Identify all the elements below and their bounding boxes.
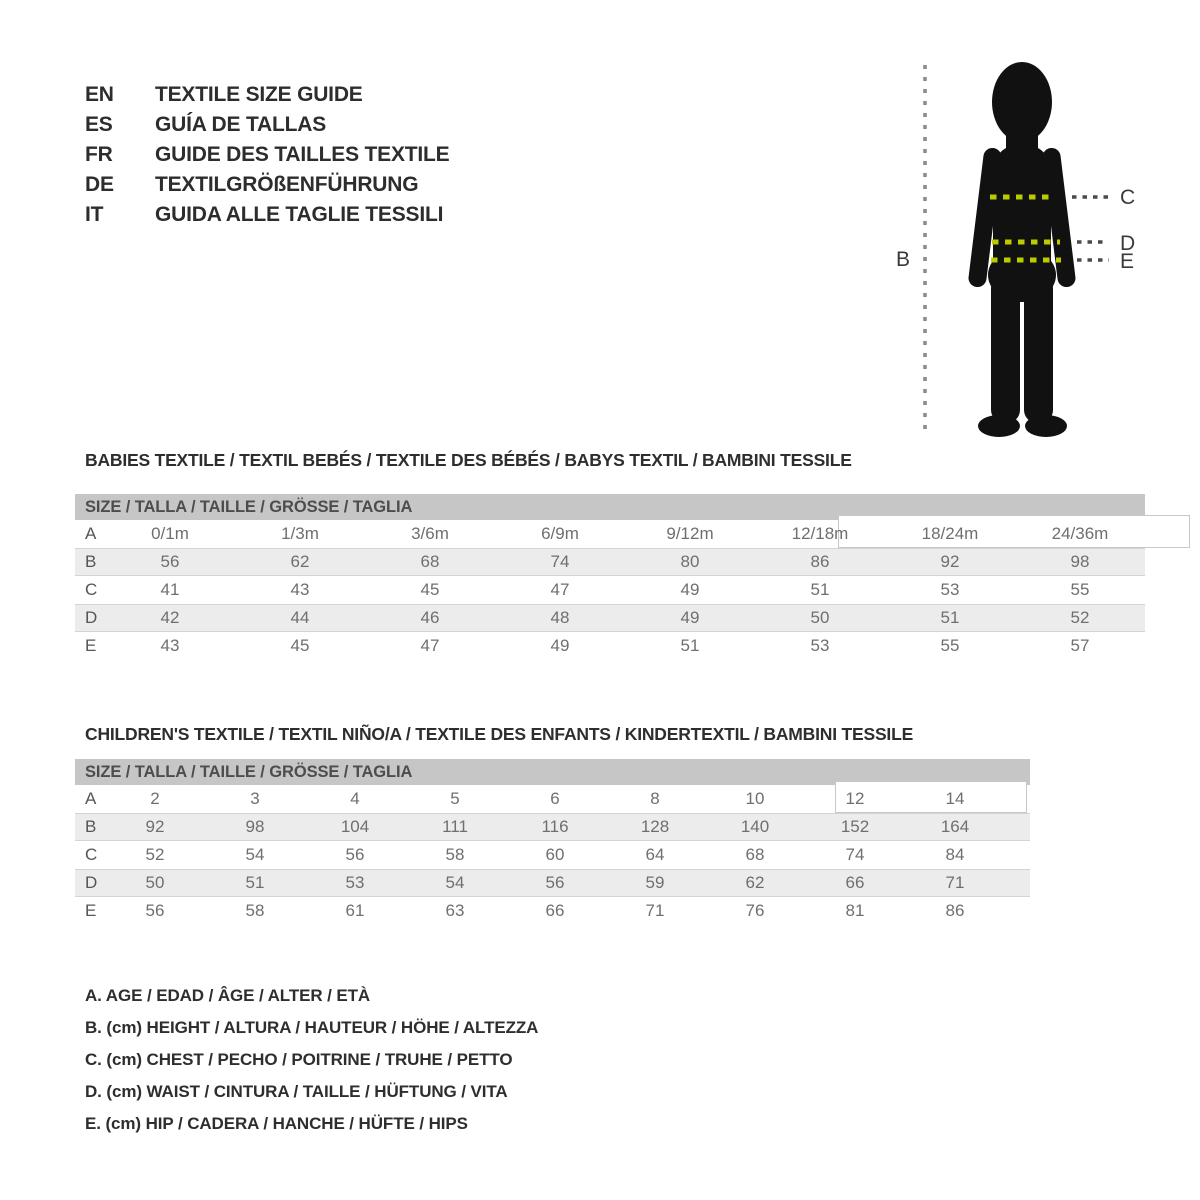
size-value: 53 xyxy=(810,636,830,655)
chest-label: C xyxy=(1120,186,1136,209)
size-value: 86 xyxy=(810,552,830,571)
size-value: 84 xyxy=(945,845,965,864)
size-value: 45 xyxy=(420,580,440,599)
row-label: D xyxy=(85,873,98,892)
size-value: 53 xyxy=(345,873,365,892)
row-label: C xyxy=(85,580,98,599)
size-value: 54 xyxy=(445,873,465,892)
size-value: 0/1m xyxy=(151,524,189,543)
size-value: 6 xyxy=(550,789,560,808)
size-value: 116 xyxy=(541,817,569,836)
size-value: 71 xyxy=(945,873,965,892)
size-value: 92 xyxy=(145,817,165,836)
size-value: 71 xyxy=(645,901,665,920)
size-value: 41 xyxy=(160,580,180,599)
silhouette-left-foot xyxy=(978,415,1020,437)
language-title-list xyxy=(85,80,449,230)
waist-label: D xyxy=(1120,232,1136,255)
size-value: 10 xyxy=(745,789,765,808)
row-label: C xyxy=(85,845,98,864)
size-value: 60 xyxy=(545,845,565,864)
lang-row-fr xyxy=(85,140,449,170)
size-value: 104 xyxy=(340,817,370,836)
size-value: 47 xyxy=(420,636,440,655)
legend-waist: D. (cm) WAIST / CINTURA / TAILLE / HÜFTUNG / VITA xyxy=(85,1082,508,1101)
legend-height: B. (cm) HEIGHT / ALTURA / HAUTEUR / HÖHE / ALTEZZA xyxy=(85,1018,539,1037)
row-label: D xyxy=(85,608,98,627)
lang-row-de xyxy=(85,170,449,200)
size-table-row-d xyxy=(75,869,1030,897)
size-value: 51 xyxy=(940,608,960,627)
babies-size-table xyxy=(75,494,1145,660)
row-label: E xyxy=(85,901,97,920)
size-value: 61 xyxy=(345,901,365,920)
babies-section-title: BABIES TEXTILE / TEXTIL BEBÉS / TEXTILE DES BÉBÉS / BABYS TEXTIL / BAMBINI TESSILE xyxy=(85,450,852,470)
size-value: 51 xyxy=(680,636,700,655)
size-value: 52 xyxy=(1070,608,1090,627)
measurement-legend xyxy=(85,980,538,1140)
children-textile-section xyxy=(75,724,1030,925)
size-value: 81 xyxy=(845,901,865,920)
size-table-row-a xyxy=(75,520,1145,548)
size-value: 98 xyxy=(1070,552,1090,571)
children-table-header: SIZE / TALLA / TAILLE / GRÖSSE / TAGLIA xyxy=(75,759,1030,785)
size-value: 24/36m xyxy=(1051,524,1109,543)
legend-hip: E. (cm) HIP / CADERA / HANCHE / HÜFTE / HIPS xyxy=(85,1114,468,1133)
size-value: 14 xyxy=(945,789,965,808)
child-measurement-figure xyxy=(880,50,1180,450)
children-size-table xyxy=(75,759,1030,925)
size-value: 12 xyxy=(845,789,865,808)
babies-textile-section xyxy=(75,450,1145,660)
size-value: 152 xyxy=(840,817,870,836)
size-table-row-c xyxy=(75,841,1030,869)
size-value: 44 xyxy=(290,608,310,627)
size-value: 86 xyxy=(945,901,965,920)
size-value: 68 xyxy=(420,552,440,571)
size-value: 64 xyxy=(645,845,665,864)
size-value: 43 xyxy=(160,636,180,655)
row-label: A xyxy=(85,789,97,808)
size-value: 52 xyxy=(145,845,165,864)
size-value: 54 xyxy=(245,845,265,864)
size-value: 74 xyxy=(845,845,865,864)
size-value: 12/18m xyxy=(791,524,849,543)
size-value: 68 xyxy=(745,845,765,864)
lang-title: GUIDA ALLE TAGLIE TESSILI xyxy=(155,203,444,226)
row-label: A xyxy=(85,524,97,543)
legend-chest: C. (cm) CHEST / PECHO / POITRINE / TRUHE / PETTO xyxy=(85,1050,513,1069)
size-value: 43 xyxy=(290,580,310,599)
size-value: 3 xyxy=(250,789,260,808)
size-value: 53 xyxy=(940,580,960,599)
row-label: E xyxy=(85,636,97,655)
lang-title: TEXTILE SIZE GUIDE xyxy=(155,83,363,106)
size-value: 1/3m xyxy=(281,524,319,543)
lang-title: TEXTILGRÖßENFÜHRUNG xyxy=(155,173,419,196)
size-value: 3/6m xyxy=(411,524,449,543)
size-value: 56 xyxy=(345,845,365,864)
size-value: 80 xyxy=(680,552,700,571)
size-value: 45 xyxy=(290,636,310,655)
size-value: 50 xyxy=(810,608,830,627)
size-table-row-a xyxy=(75,785,1030,813)
lang-code: EN xyxy=(85,83,114,106)
row-label: B xyxy=(85,817,97,836)
size-table-row-b xyxy=(75,813,1030,841)
size-value: 48 xyxy=(550,608,570,627)
hip-label: E xyxy=(1120,250,1135,273)
size-value: 50 xyxy=(145,873,165,892)
size-value: 46 xyxy=(420,608,440,627)
size-value: 62 xyxy=(290,552,310,571)
size-value: 58 xyxy=(245,901,265,920)
size-value: 56 xyxy=(160,552,180,571)
lang-row-it xyxy=(85,200,449,230)
size-value: 57 xyxy=(1070,636,1090,655)
size-value: 66 xyxy=(845,873,865,892)
size-value: 55 xyxy=(1070,580,1090,599)
size-table-row-e xyxy=(75,897,1030,925)
silhouette-right-foot xyxy=(1025,415,1067,437)
size-value: 74 xyxy=(550,552,570,571)
lang-title: GUIDE DES TAILLES TEXTILE xyxy=(155,143,450,166)
size-value: 56 xyxy=(545,873,565,892)
size-value: 9/12m xyxy=(666,524,714,543)
size-value: 111 xyxy=(442,817,468,836)
lang-code: IT xyxy=(85,203,104,226)
legend-age: A. AGE / EDAD / ÂGE / ALTER / ETÀ xyxy=(85,986,371,1005)
size-value: 51 xyxy=(245,873,265,892)
size-value: 76 xyxy=(745,901,765,920)
size-value: 42 xyxy=(160,608,180,627)
size-table-row-e xyxy=(75,632,1145,660)
lang-title: GUÍA DE TALLAS xyxy=(155,113,327,136)
size-value: 6/9m xyxy=(541,524,579,543)
size-value: 47 xyxy=(550,580,570,599)
children-section-title: CHILDREN'S TEXTILE / TEXTIL NIÑO/A / TEXTILE DES ENFANTS / KINDERTEXTIL / BAMBINI TESSILE xyxy=(85,724,914,744)
lang-code: FR xyxy=(85,143,113,166)
size-value: 55 xyxy=(940,636,960,655)
lang-row-es xyxy=(85,110,449,140)
size-value: 128 xyxy=(640,817,670,836)
size-value: 66 xyxy=(545,901,565,920)
size-table-row-c xyxy=(75,576,1145,604)
size-value: 51 xyxy=(810,580,830,599)
size-value: 164 xyxy=(940,817,970,836)
size-value: 92 xyxy=(940,552,960,571)
size-value: 56 xyxy=(145,901,165,920)
row-label: B xyxy=(85,552,97,571)
size-value: 59 xyxy=(645,873,665,892)
babies-table-header: SIZE / TALLA / TAILLE / GRÖSSE / TAGLIA xyxy=(75,494,1145,520)
size-table-row-b xyxy=(75,548,1145,576)
size-value: 5 xyxy=(450,789,460,808)
lang-code: ES xyxy=(85,113,113,136)
size-value: 140 xyxy=(740,817,770,836)
size-value: 49 xyxy=(680,608,700,627)
size-value: 18/24m xyxy=(921,524,979,543)
lang-code: DE xyxy=(85,173,114,196)
size-value: 49 xyxy=(680,580,700,599)
size-value: 62 xyxy=(745,873,765,892)
size-value: 49 xyxy=(550,636,570,655)
child-silhouette xyxy=(967,62,1076,437)
size-value: 58 xyxy=(445,845,465,864)
silhouette-left-leg xyxy=(991,275,1020,423)
size-table-row-d xyxy=(75,604,1145,632)
lang-row-en xyxy=(85,80,449,110)
size-value: 8 xyxy=(650,789,660,808)
height-label: B xyxy=(896,248,911,271)
silhouette-right-leg xyxy=(1024,275,1053,423)
size-value: 98 xyxy=(245,817,265,836)
size-value: 2 xyxy=(150,789,160,808)
size-value: 63 xyxy=(445,901,465,920)
size-value: 4 xyxy=(350,789,360,808)
